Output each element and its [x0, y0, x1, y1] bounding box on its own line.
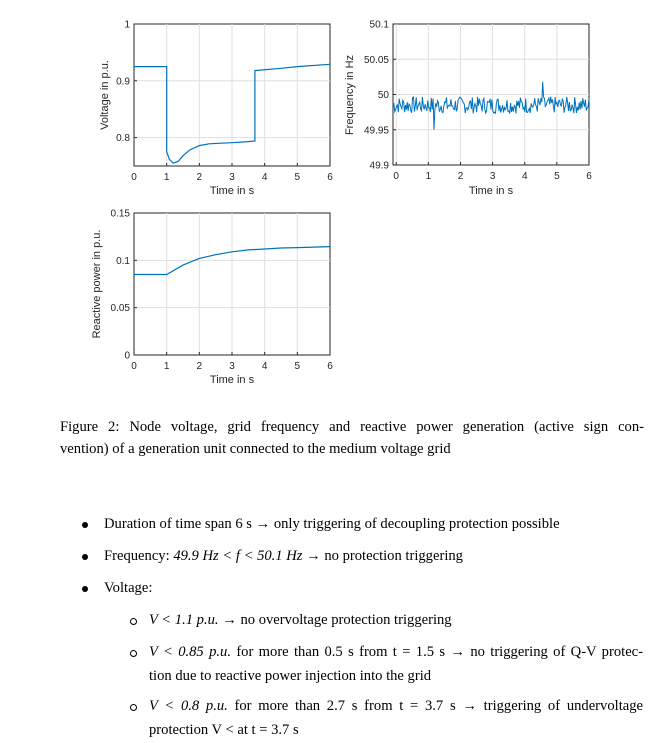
reactive-power-ytick-label: 0.1 — [116, 255, 130, 267]
sub-bullet-qv-math: V < 0.85 p.u. — [149, 644, 231, 660]
bullet-frequency-math: 49.9 Hz < f < 50.1 Hz — [173, 548, 303, 564]
frequency-ytick-label: 49.95 — [363, 125, 389, 137]
frequency-xtick-label: 0 — [393, 171, 399, 182]
frequency-xtick-label: 4 — [521, 171, 528, 182]
frequency-ylabel: Frequency in Hz — [344, 54, 356, 136]
voltage-chart — [99, 20, 333, 198]
voltage-ylabel: Voltage in p.u. — [99, 60, 111, 130]
bullet-dot-icon — [82, 554, 88, 560]
sub-bullet-overvoltage — [149, 610, 452, 630]
sub-bullet-qv — [149, 642, 643, 686]
voltage-xtick-label: 3 — [229, 172, 235, 183]
frequency-xtick-label: 3 — [489, 171, 496, 182]
frequency-xtick-label: 5 — [554, 171, 560, 182]
frequency-chart — [344, 20, 592, 198]
frequency-xtick-label: 2 — [457, 171, 464, 182]
sub-bullet-undervoltage-text-1: for more than 2.7 s from t = 3.7 s → triggering of undervoltage — [227, 698, 643, 714]
sub-bullet-circle-icon — [130, 618, 137, 625]
frequency-xlabel: Time in s — [468, 185, 514, 197]
sub-bullet-circle-icon — [130, 704, 137, 711]
frequency-ytick-label: 50.05 — [363, 54, 389, 66]
reactive-power-xtick-label: 2 — [196, 361, 203, 372]
reactive-power-xtick-label: 6 — [327, 361, 333, 372]
reactive-power-ytick-label: 0.05 — [110, 303, 130, 315]
reactive-power-ytick-label: 0 — [124, 350, 130, 362]
voltage-xtick-label: 2 — [196, 172, 203, 183]
sub-bullet-undervoltage-line-1 — [149, 696, 643, 716]
voltage-xlabel: Time in s — [209, 185, 255, 197]
voltage-ytick-label: 0.8 — [116, 133, 130, 145]
sub-bullet-undervoltage — [149, 696, 643, 740]
bullet-dot-icon — [82, 522, 88, 528]
bullet-dot-icon — [82, 586, 88, 592]
sub-bullet-undervoltage-line-2: protection V < at t = 3.7 s — [149, 722, 299, 738]
voltage-xtick-label: 5 — [294, 172, 301, 183]
voltage-xtick-label: 1 — [163, 172, 170, 183]
reactive-power-xtick-label: 1 — [163, 361, 170, 372]
bullet-frequency-label: Frequency: — [104, 548, 174, 564]
reactive-power-xtick-label: 4 — [261, 361, 268, 372]
reactive-power-xtick-label: 3 — [229, 361, 235, 372]
reactive-power-ytick-label: 0.15 — [110, 208, 130, 220]
reactive-power-xtick-label: 5 — [294, 361, 301, 372]
voltage-xtick-label: 0 — [131, 172, 137, 183]
reactive-power-xtick-label: 0 — [131, 361, 137, 372]
caption-line-1: Figure 2: Node voltage, grid frequency and reactive power generation (active sign con- — [60, 419, 644, 435]
caption-line-2: vention) of a generation unit connected to the medium voltage grid — [60, 441, 451, 457]
sub-bullet-undervoltage-math: V < 0.8 p.u. — [149, 698, 228, 714]
voltage-xtick-label: 6 — [327, 172, 333, 183]
frequency-xtick-label: 1 — [425, 171, 432, 182]
sub-bullet-qv-line-1 — [149, 642, 643, 662]
reactive-power-ylabel: Reactive power in p.u. — [91, 229, 103, 339]
frequency-ytick-label: 50 — [377, 90, 389, 101]
sub-bullet-qv-text-1: for more than 0.5 s from t = 1.5 s → no triggering of Q-V protec- — [230, 644, 644, 660]
frequency-ytick-label: 49.9 — [369, 160, 389, 172]
voltage-ytick-label: 0.9 — [116, 76, 130, 88]
bullet-frequency-result: → no protection triggering — [302, 548, 463, 564]
bullet-frequency — [104, 546, 463, 566]
reactive-power-chart — [91, 209, 333, 387]
sub-bullet-qv-line-2: tion due to reactive power injection into the grid — [149, 668, 432, 684]
sub-bullet-overvoltage-text: → no overvoltage protection triggering — [218, 612, 452, 628]
reactive-power-xlabel: Time in s — [209, 374, 255, 386]
frequency-xtick-label: 6 — [586, 171, 592, 182]
bullet-voltage: Voltage: — [104, 580, 153, 596]
voltage-xtick-label: 4 — [261, 172, 268, 183]
figure-caption — [60, 416, 644, 460]
voltage-ytick-label: 1 — [124, 19, 130, 31]
sub-bullet-circle-icon — [130, 650, 137, 657]
frequency-ytick-label: 50.1 — [369, 19, 389, 31]
sub-bullet-overvoltage-math: V < 1.1 p.u. — [149, 612, 219, 628]
bullet-duration: Duration of time span 6 s → only triggering of decoupling protection possible — [104, 516, 560, 532]
